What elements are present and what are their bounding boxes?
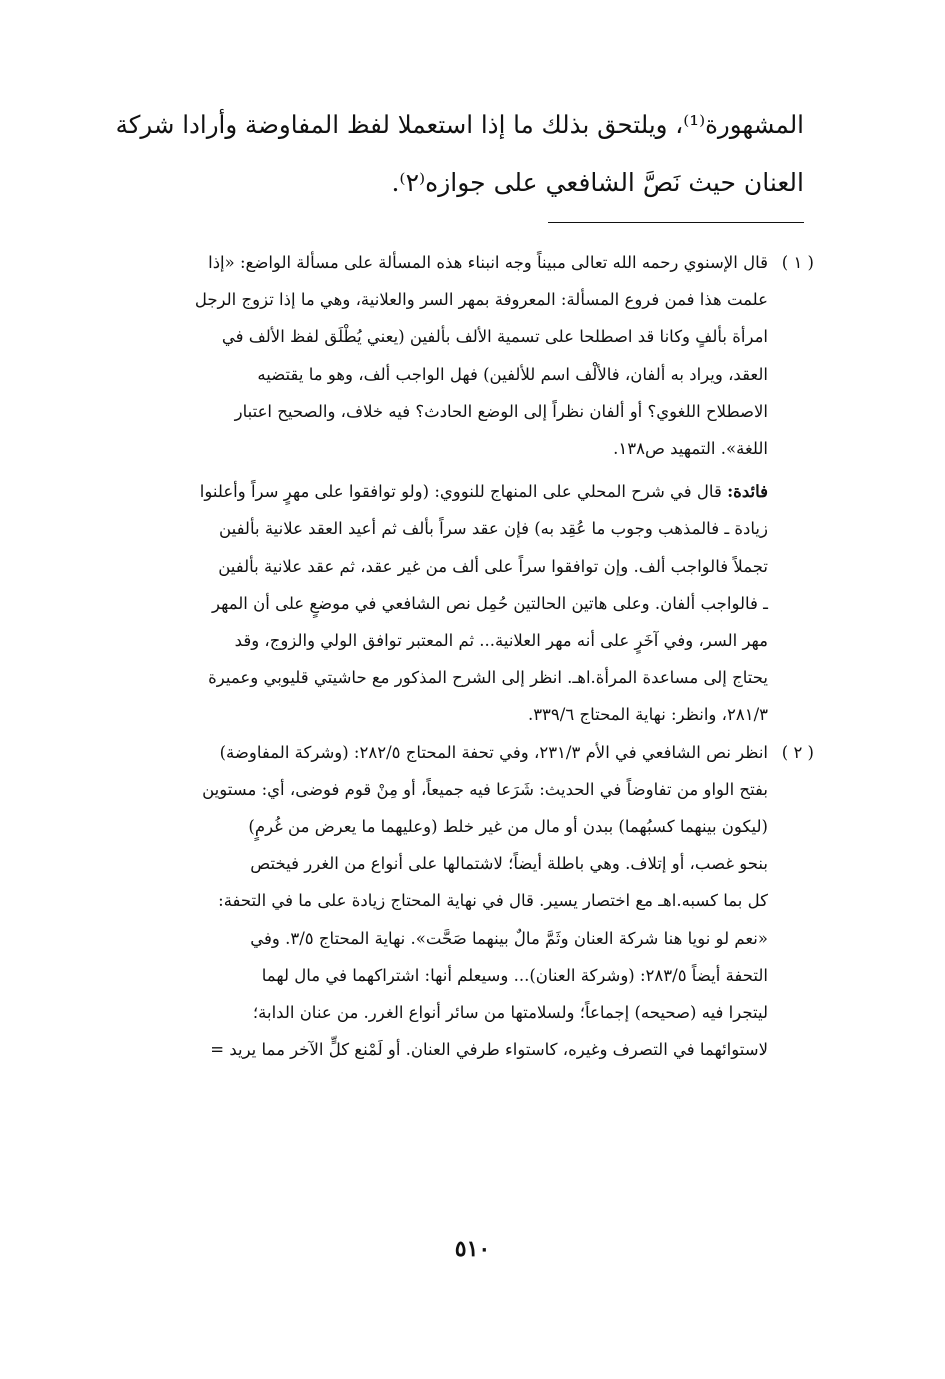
footnote-line: لاستوائهما في التصرف وغيره، كاستواء طرفي العنان. أو لَمْنع كلٍّ الآخر مما يريد = <box>210 1040 768 1060</box>
footnote-line: الاصطلاح اللغوي؟ أو ألفان نظراً إلى الوضع الحادث؟ فيه خلاف، والصحيح اعتبار <box>234 401 768 421</box>
footnote-line: قال الإسنوي رحمه الله تعالى مبيناً وجه انبناء هذه المسألة على مسألة الواضع: «إذا <box>208 253 768 272</box>
footnote-line: امرأة بألفٍ وكانا قد اصطلحا على تسمية الألف بألفين (يعني يُطْلَق لفظ الألف في <box>221 327 768 347</box>
footnote-line: ٢٨١/٣، وانظر: نهاية المحتاج ٣٣٩/٦. <box>527 705 768 725</box>
footnote-separator <box>548 222 804 223</box>
footnote-line: انظر نص الشافعي في الأم ٢٣١/٣، وفي تحفة المحتاج ٢٨٢/٥: (وشركة المفاوضة) <box>219 742 768 762</box>
footnote-paragraph-faida <box>112 473 768 733</box>
footnote-line: بنحو غصب، أو إتلاف. وهي باطلة أيضاً؛ لاشتمالها على أنواع من الغرر فيختص <box>250 854 768 874</box>
main-text-block <box>112 96 804 212</box>
footnote-line: العقد، ويراد به ألفان، فالألْف اسم للألفين) فهل الواجب ألف، وهو ما يقتضيه <box>257 364 768 384</box>
main-text-line: المشهورة⁽¹⁾، ويلتحق بذلك ما إذا استعملا لفظ المفاوضة وأرادا شركة <box>115 110 804 139</box>
faida-label: فائدة: <box>727 482 768 502</box>
footnote-line: تجملاً فالواجب ألف. وإن توافقوا سراً على ألف من غير عقد، ثم عقد علانية بألفين <box>218 556 768 576</box>
footnote-2 <box>112 734 814 1069</box>
footnote-line: (ليكون بينهما كسبُهما) ببدن أو مال من غير خلط (وعليهما ما يعرض من غُرمٍ) <box>248 817 768 837</box>
footnote-line: زيادة ـ فالمذهب وجوب ما عُقِد به) فإن عقد سراً بألف ثم أعيد العقد علانية بألفين <box>219 519 768 539</box>
footnote-paragraph <box>112 244 768 467</box>
page-number: ٥١٠ <box>454 1236 491 1262</box>
footnote-paragraph <box>112 734 768 1069</box>
footnote-line: علمت هذا فمن فروع المسألة: المعروفة بمهر السر والعلانية، وهي ما إذا تزوج الرجل <box>194 290 768 310</box>
footnote-line-text: قال في شرح المحلي على المنهاج للنووي: (ولو توافقوا على مهرٍ سراً وأعلنوا <box>199 482 728 502</box>
footnote-marker: ( ٢ ) <box>781 742 814 762</box>
footnote-1 <box>112 244 814 734</box>
footnote-line: كل بما كسبه.اهـ مع اختصار يسير. قال في نهاية المحتاج زيادة على ما في التحفة: <box>218 891 768 911</box>
footnote-line: «نعم لو نويا هنا شركة العنان وثَمَّ مالٌ بينهما صَحَّت». نهاية المحتاج ٣/٥. وفي <box>250 928 768 948</box>
footnote-marker: ( ١ ) <box>781 253 814 272</box>
footnote-line: مهر السر، وفي آخَرٍ على أنه مهر العلانية... ثم المعتبر توافق الولي والزوج، وقد <box>234 631 768 651</box>
footnote-line: ليتجرا فيه (صحيحه) إجماعاً؛ ولسلامتها من سائر أنواع الغرر. من عنان الدابة؛ <box>252 1003 768 1023</box>
footnote-line: بفتح الواو من تفاوضاً في الحديث: شَرَعا فيه جميعاً، أو مِنْ قوم فوضى، أي: مستوين <box>202 779 768 799</box>
footnote-line: ـ فالواجب ألفان. وعلى هاتين الحالتين حُمِل نص الشافعي في موضعٍ على أن المهر <box>212 593 768 613</box>
footnote-line <box>112 473 768 510</box>
footnotes-section <box>112 244 814 1068</box>
main-text-line: العنان حيث نَصَّ الشافعي على جوازه⁽٢⁾. <box>391 168 804 197</box>
footnote-line: يحتاج إلى مساعدة المرأة.اهـ. انظر إلى الشرح المذكور مع حاشيتي قليوبي وعميرة <box>208 668 768 688</box>
footnote-line: التحفة أيضاً ٢٨٣/٥: (وشركة العنان)... وسيعلم أنها: اشتراكهما في مال لهما <box>261 965 768 985</box>
footnote-line: اللغة». التمهيد ص١٣٨. <box>613 439 768 459</box>
